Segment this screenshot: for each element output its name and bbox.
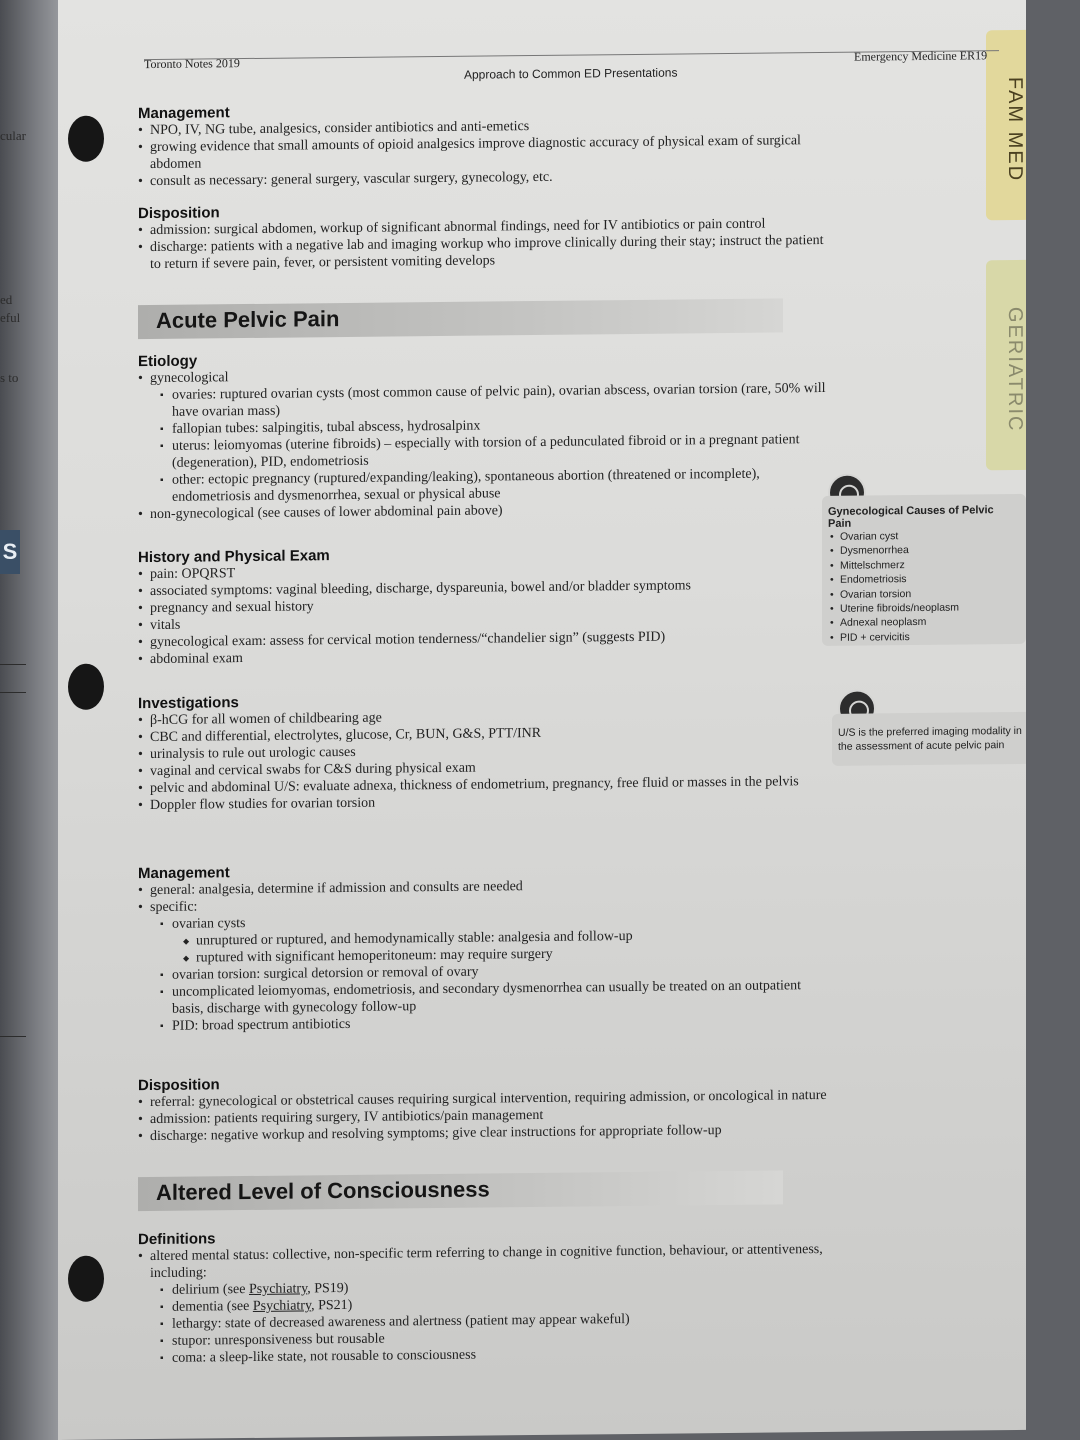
tab-fam-med[interactable]: FAM MED (986, 30, 1026, 220)
header-page-number: Emergency Medicine ER19 (854, 48, 988, 64)
list-subitem: ▪ PID: broad spectrum antibiotics (138, 1011, 828, 1035)
sidebar-item: • Mittelschmerz (828, 557, 1018, 573)
list-item: • associated symptoms: vaginal bleeding, discharge, dyspareunia, bowel and/or bladder symptoms (138, 576, 828, 600)
heading-investigations: Investigations (138, 694, 239, 713)
list-item: • abdominal exam (138, 644, 828, 668)
list-subitem: ▪ fallopian tubes: salpingitis, tubal abscess, hydrosalpinx (138, 414, 828, 438)
list-item: • vitals (138, 610, 828, 634)
previous-page-edge (0, 0, 62, 1440)
edge-rule (0, 1036, 26, 1037)
heading-disposition: Disposition (138, 1076, 220, 1095)
binder-hole (68, 116, 104, 162)
heading-management: Management (138, 864, 230, 883)
list-subitem: ▪ uncomplicated leiomyomas, endometriosis, and secondary dysmenorrhea can usually be treated on an outpatient basis, discharge with gynecology follow-up (138, 977, 828, 1018)
edge-rule (0, 692, 26, 693)
section-banner-altered-consciousness (138, 1170, 783, 1211)
heading-definitions: Definitions (138, 1230, 216, 1249)
list-subitem-delirium: ▪ delirium (see Psychiatry, PS19) (138, 1275, 828, 1299)
sidebar-item: • Adnexal neoplasm (828, 614, 1018, 630)
header-book-title: Toronto Notes 2019 (144, 56, 240, 72)
list-item: • pregnancy and sexual history (138, 593, 828, 617)
list-subitem: ▪ ovarian cysts (138, 909, 828, 933)
sidebar-item: • Ovarian torsion (828, 586, 1018, 602)
list-item: • β-hCG for all women of childbearing age (138, 705, 828, 729)
list-subitem: ▪ stupor: unresponsiveness but rousable (138, 1326, 828, 1350)
list-item: • NPO, IV, NG tube, analgesics, consider antibiotics and anti-emetics (138, 115, 828, 139)
management-pelvic (138, 858, 828, 1035)
list-item: • consult as necessary: general surgery, vascular surgery, gynecology, etc. (138, 166, 828, 190)
disposition-abdominal (138, 198, 828, 273)
sidebar-item: • Endometriosis (828, 571, 1018, 587)
list-item: • specific: (138, 892, 828, 916)
list-item: • admission: patients requiring surgery, IV antibiotics/pain management (138, 1104, 828, 1128)
heading-disposition: Disposition (138, 204, 220, 223)
list-item: • referral: gynecological or obstetrical causes requiring surgical intervention, requiring admission, or oncological in nature (138, 1087, 828, 1111)
edge-snippet: s to (0, 370, 19, 385)
binder-hole (68, 1256, 104, 1302)
sidebar-item: • Ovarian cyst (828, 528, 1018, 544)
disposition-pelvic (138, 1070, 828, 1145)
list-item: • altered mental status: collective, non-specific term referring to change in cognitive function, behaviour, or attentiveness, including: (138, 1241, 828, 1282)
header-section-title: Approach to Common ED Presentations (464, 65, 678, 82)
edge-section-letter: S (0, 530, 20, 574)
list-subitem-dementia: ▪ dementia (see Psychiatry, PS21) (138, 1292, 828, 1316)
etiology (138, 346, 828, 523)
heading-history: History and Physical Exam (138, 547, 330, 567)
edge-snippet: ed (0, 292, 13, 307)
list-subitem: ▪ ovaries: ruptured ovarian cysts (most common cause of pelvic pain), ovarian abscess, ovarian torsion (rare, 50% will have ovarian mass) (138, 380, 828, 421)
page (58, 0, 1026, 1440)
section-title: Altered Level of Consciousness (156, 1176, 490, 1205)
list-subitem: ▪ uterus: leiomyomas (uterine fibroids) – especially with torsion of a pedunculated fibroid or in a pregnant patient (degeneration), PID, endometriosis (138, 431, 828, 472)
list-subitem: ▪ lethargy: state of decreased awareness and alertness (patient may appear wakeful) (138, 1309, 828, 1333)
heading-etiology: Etiology (138, 352, 198, 371)
list-item: • discharge: negative workup and resolving symptoms; give clear instructions for appropriate follow-up (138, 1121, 828, 1145)
psychiatry-link[interactable]: Psychiatry (252, 1298, 312, 1314)
list-item: • non-gynecological (see causes of lower abdominal pain above) (138, 499, 828, 523)
tab-geriatric[interactable]: GERIATRIC (986, 260, 1026, 470)
list-item: • vaginal and cervical swabs for C&S during physical exam (138, 756, 828, 780)
investigations (138, 688, 828, 814)
sidebar-title: Gynecological Causes of Pelvic Pain (828, 504, 994, 530)
section-title: Acute Pelvic Pain (156, 306, 340, 333)
list-item: • admission: surgical abdomen, workup of significant abnormal findings, need for IV antibiotics or pain control (138, 215, 828, 239)
list-item: • Doppler flow studies for ovarian torsion (138, 790, 828, 814)
list-item: • discharge: patients with a negative lab and imaging workup who improve clinically during their stay; instruct the patient to return if severe pain, fever, or persistent vomiting develops (138, 232, 828, 273)
management-abdominal (138, 98, 828, 190)
list-item: • pain: OPQRST (138, 559, 828, 583)
definitions (138, 1224, 828, 1367)
list-item: • general: analgesia, determine if admission and consults are needed (138, 875, 828, 899)
list-item: • CBC and differential, electrolytes, glucose, Cr, BUN, G&S, PTT/INR (138, 722, 828, 746)
sidebar-item: • Uterine fibroids/neoplasm (828, 600, 1018, 616)
list-subitem: ▪ other: ectopic pregnancy (ruptured/expanding/leaking), spontaneous abortion (threatened or incomplete), endometriosis and dysmenorrhea, sexual or physical abuse (138, 465, 828, 506)
heading-management: Management (138, 104, 230, 123)
edge-rule (0, 664, 26, 665)
list-subsubitem: ◆ ruptured with significant hemoperitoneum: may require surgery (138, 943, 828, 967)
list-item: • growing evidence that small amounts of opioid analgesics improve diagnostic accuracy of physical exam of surgical abdomen (138, 132, 828, 173)
edge-snippet: cular (0, 128, 26, 143)
section-banner-pelvic-pain (138, 298, 783, 339)
binder-hole (68, 664, 104, 710)
psychiatry-link[interactable]: Psychiatry (248, 1281, 308, 1297)
list-subitem: ▪ ovarian torsion: surgical detorsion or removal of ovary (138, 960, 828, 984)
sidebar-item: • PID + cervicitis (828, 629, 1018, 645)
edge-snippet: eful (0, 310, 21, 325)
list-item: • gynecological (138, 363, 828, 387)
list-item: • gynecological exam: assess for cervical motion tenderness/“chandelier sign” (suggests PID) (138, 627, 828, 651)
list-subitem: ▪ coma: a sleep-like state, not rousable to consciousness (138, 1343, 828, 1367)
sidebar-item: • Dysmenorrhea (828, 542, 1018, 558)
list-item: • pelvic and abdominal U/S: evaluate adnexa, thickness of endometrium, pregnancy, free fluid or masses in the pelvis (138, 773, 828, 797)
history-physical (138, 542, 828, 668)
list-item: • urinalysis to rule out urologic causes (138, 739, 828, 763)
list-subsubitem: ◆ unruptured or ruptured, and hemodynamically stable: analgesia and follow-up (138, 926, 828, 950)
sidebar-gynecological-causes (822, 494, 1026, 646)
sidebar-us-note: U/S is the preferred imaging modality in the assessment of acute pelvic pain (832, 712, 1026, 766)
